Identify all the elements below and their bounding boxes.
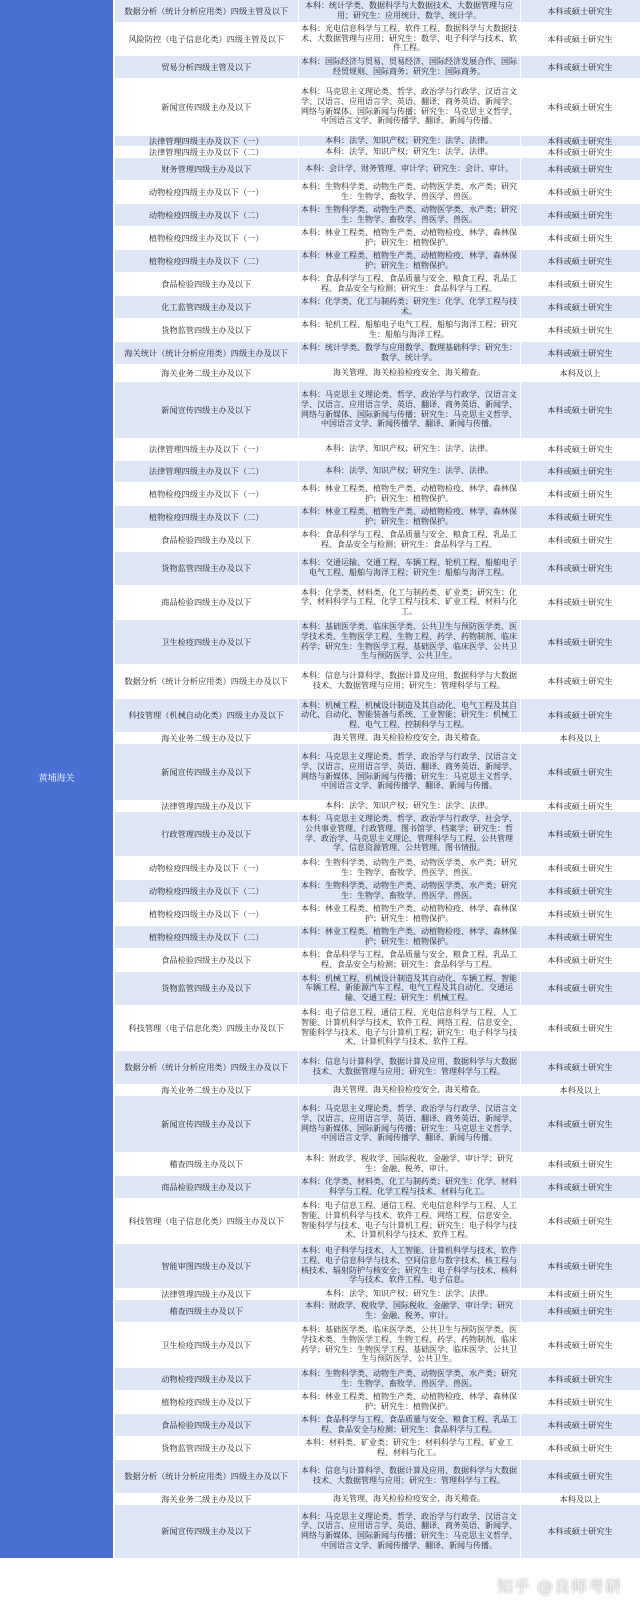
position-cell: 法律管理四级主办及以下（一） xyxy=(114,438,298,460)
position-cell: 植物检疫四级主办及以下（二） xyxy=(114,249,298,272)
major-cell: 本科：林业工程类、植物生产类、动植物检疫、林学、森林保护；研究生：植物保护。 xyxy=(298,226,520,249)
watermark: 知乎 @良师考研 xyxy=(496,1577,622,1596)
major-cell: 本科：法学、知识产权；研究生：法学、法律。 xyxy=(298,1288,520,1299)
position-cell: 法律管理四级主办及以下（二） xyxy=(114,146,298,157)
position-cell: 植物检疫四级主办及以下（一） xyxy=(114,226,298,249)
major-cell: 本科：生物科学类、动物生产类、动物医学类、水产类；研究生：生物学、畜牧学、兽医学、兽医。 xyxy=(298,203,520,226)
education-cell: 本科及以上 xyxy=(520,1084,640,1095)
major-cell: 本科：财政学、税收学、国际税收、金融学、审计学；研究生：金融、税务、审计。 xyxy=(298,1299,520,1322)
education-cell: 本科或硕士研究生 xyxy=(520,619,640,664)
table-row xyxy=(0,0,640,22)
position-cell: 稽查四级主办及以下 xyxy=(114,1152,298,1175)
education-cell: 本科或硕士研究生 xyxy=(520,180,640,203)
major-cell: 本科：统计学类、数学与应用数学、数理基础科学；研究生：数学、统计学。 xyxy=(298,341,520,364)
education-cell: 本科或硕士研究生 xyxy=(520,1050,640,1084)
major-cell: 海关管理、海关检验检疫安全、海关稽查。 xyxy=(298,1084,520,1095)
education-cell: 本科或硕士研究生 xyxy=(520,800,640,811)
position-cell: 动物检疫四级主办及以下 xyxy=(114,1367,298,1390)
major-cell: 本科：食品科学与工程、食品质量与安全、粮食工程、乳品工程、食品安全与检测；研究生：食品科学与工程。 xyxy=(298,1413,520,1436)
education-cell: 本科或硕士研究生 xyxy=(520,295,640,318)
position-cell: 动物检疫四级主办及以下（二） xyxy=(114,203,298,226)
position-cell: 智能审图四级主办及以下 xyxy=(114,1243,298,1288)
position-cell: 财务管理四级主办及以下 xyxy=(114,157,298,180)
major-cell: 本科：法学、知识产权；研究生：法学、法律。 xyxy=(298,800,520,811)
education-cell: 本科或硕士研究生 xyxy=(520,1367,640,1390)
education-cell: 本科或硕士研究生 xyxy=(520,1504,640,1558)
position-cell: 货物监管四级主办及以下 xyxy=(114,1436,298,1459)
education-cell: 本科或硕士研究生 xyxy=(520,664,640,698)
position-cell: 数据分析（统计分析应用类）四级主办及以下 xyxy=(114,1050,298,1084)
position-cell: 数据分析（统计分析应用类）四级主办及以下 xyxy=(114,1459,298,1493)
education-cell: 本科或硕士研究生 xyxy=(520,272,640,295)
major-cell: 本科：林业工程类、植物生产类、动植物检疫、林学、森林保护；研究生：植物保护。 xyxy=(298,249,520,272)
education-cell: 本科或硕士研究生 xyxy=(520,0,640,22)
position-cell: 食品检验四级主办及以下 xyxy=(114,948,298,971)
major-cell: 本科：生物科学类、动物生产类、动物医学类、水产类；研究生：生物学、畜牧学、兽医学、兽医。 xyxy=(298,879,520,902)
education-cell: 本科或硕士研究生 xyxy=(520,585,640,619)
education-cell: 本科或硕士研究生 xyxy=(520,551,640,585)
position-cell: 法律管理四级主办及以下 xyxy=(114,1288,298,1299)
position-cell: 法律管理四级主办及以下 xyxy=(114,800,298,811)
major-cell: 本科：马克思主义理论类、哲学、政治学与行政学、社会学、公共事业管理、行政管理、图书馆学、档案学；研究生：哲学、政治学、马克思主义理论、管理科学与工程、公共管理学、信息资源管理、公共管理、图书情报。 xyxy=(298,811,520,856)
major-cell: 海关管理、海关检验检疫安全、海关稽查。 xyxy=(298,732,520,743)
position-cell: 植物检疫四级主办及以下（一） xyxy=(114,482,298,505)
position-cell: 新闻宣传四级主办及以下 xyxy=(114,743,298,800)
position-cell: 动物检疫四级主办及以下（一） xyxy=(114,856,298,879)
major-cell: 本科：林业工程类、植物生产类、动植物检疫、林学、森林保护；研究生：植物保护。 xyxy=(298,505,520,528)
education-cell: 本科或硕士研究生 xyxy=(520,1436,640,1459)
major-cell: 本科：化学类、材料类、化工与制药类、矿业类；研究生：化学、材料科学与工程、化学工程与技术、矿业工程、材料与化工。 xyxy=(298,585,520,619)
major-cell: 本科：生物科学类、动物生产类、动物医学类、水产类；研究生：生物学、畜牧学、兽医学、兽医。 xyxy=(298,856,520,879)
position-cell: 行政管理四级主办及以下 xyxy=(114,811,298,856)
major-cell: 本科：法学、知识产权；研究生：法学、法律。 xyxy=(298,460,520,482)
education-cell: 本科或硕士研究生 xyxy=(520,146,640,157)
education-cell: 本科或硕士研究生 xyxy=(520,249,640,272)
education-cell: 本科或硕士研究生 xyxy=(520,948,640,971)
position-cell: 新闻宣传四级主办及以下 xyxy=(114,1095,298,1152)
education-cell: 本科或硕士研究生 xyxy=(520,971,640,1005)
education-cell: 本科或硕士研究生 xyxy=(520,78,640,135)
education-cell: 本科或硕士研究生 xyxy=(520,1095,640,1152)
education-cell: 本科或硕士研究生 xyxy=(520,438,640,460)
education-cell: 本科或硕士研究生 xyxy=(520,902,640,925)
education-cell: 本科或硕士研究生 xyxy=(520,482,640,505)
major-cell: 本科：法学、知识产权；研究生：法学、法律。 xyxy=(298,146,520,157)
position-cell: 货物监管四级主办及以下 xyxy=(114,318,298,341)
major-cell: 本科：林业工程类、植物生产类、动植物检疫、林学、森林保护；研究生：植物保护。 xyxy=(298,925,520,948)
education-cell: 本科或硕士研究生 xyxy=(520,879,640,902)
major-cell: 本科：基础医学类、临床医学类、公共卫生与预防医学类、医学技术类、生物医学工程、生物工程、药学、药物制剂、临床药学；研究生：生物医学工程、基础医学、临床医学、公共卫生与预防医学、公共卫生。 xyxy=(298,619,520,664)
education-cell: 本科或硕士研究生 xyxy=(520,1288,640,1299)
major-cell: 海关管理、海关检验检疫安全、海关稽查。 xyxy=(298,1493,520,1504)
education-cell: 本科或硕士研究生 xyxy=(520,203,640,226)
major-cell: 本科：交通运输、交通工程、车辆工程、轮机工程、船舶电子电气工程、船舶与海洋工程；研究生：船舶与海洋工程。 xyxy=(298,551,520,585)
major-cell: 海关管理、海关检验检疫安全、海关稽查。 xyxy=(298,364,520,381)
position-cell: 货物监管四级主办及以下 xyxy=(114,551,298,585)
major-cell: 本科：光电信息科学与工程、软件工程、数据科学与大数据技术、大数据管理与应用；研究生：数学、电子科学与技术、软件工程。 xyxy=(298,22,520,55)
position-cell: 动物检疫四级主办及以下（二） xyxy=(114,879,298,902)
major-cell: 本科：电子信息工程、通信工程、光电信息科学与工程、人工智能、计算机科学与技术、软件工程、网络工程、信息安全、智能科学与技术、电子与计算机工程；研究生：电子科学与技术、计算机科学与技术、软件工程。 xyxy=(298,1198,520,1243)
major-cell: 本科：会计学、财务管理、审计学；研究生：会计、审计。 xyxy=(298,157,520,180)
position-cell: 商品检验四级主办及以下 xyxy=(114,585,298,619)
education-cell: 本科或硕士研究生 xyxy=(520,318,640,341)
position-cell: 植物检疫四级主办及以下（二） xyxy=(114,505,298,528)
major-cell: 本科：食品科学与工程、食品质量与安全、粮食工程、乳品工程、食品安全与检测；研究生：食品科学与工程。 xyxy=(298,528,520,551)
major-cell: 本科：材料类、矿业类；研究生：材料科学与工程、矿业工程、材料与化工。 xyxy=(298,1436,520,1459)
major-cell: 本科：马克思主义理论类、哲学、政治学与行政学、汉语言文学、汉语言、应用语言学、英语、翻译、商务英语、新闻学、网络与新媒体、国际新闻与传播；研究生：马克思主义哲学、中国语言文学、新闻传播学、翻译、新闻与传播。 xyxy=(298,381,520,438)
position-cell: 法律管理四级主办及以下（二） xyxy=(114,460,298,482)
education-cell: 本科或硕士研究生 xyxy=(520,1175,640,1198)
major-cell: 本科：轮机工程、船舶电子电气工程、船舶与海洋工程；研究生：船舶与海洋工程。 xyxy=(298,318,520,341)
education-cell: 本科或硕士研究生 xyxy=(520,1243,640,1288)
education-cell: 本科或硕士研究生 xyxy=(520,157,640,180)
major-cell: 本科：食品科学与工程、食品质量与安全、粮食工程、乳品工程、食品安全与检测；研究生：食品科学与工程。 xyxy=(298,272,520,295)
position-cell: 海关业务二级主办及以下 xyxy=(114,1084,298,1095)
education-cell: 本科或硕士研究生 xyxy=(520,1299,640,1322)
education-cell: 本科或硕士研究生 xyxy=(520,55,640,78)
position-cell: 科技管理（机械自动化类）四级主办及以下 xyxy=(114,698,298,732)
position-cell: 化工监管四级主办及以下 xyxy=(114,295,298,318)
major-cell: 本科：信息与计算科学、数据计算及应用、数据科学与大数据技术、大数据管理与应用；研究生：管理科学与工程。 xyxy=(298,1459,520,1493)
major-cell: 本科：财政学、税收学、国际税收、金融学、审计学；研究生：金融、税务、审计。 xyxy=(298,1152,520,1175)
position-cell: 数据分析（统计分析应用类）四级主办及以下 xyxy=(114,664,298,698)
position-cell: 科技管理（电子信息化类）四级主办及以下 xyxy=(114,1005,298,1050)
position-cell: 风险防控（电子信息化类）四级主管及以下 xyxy=(114,22,298,55)
position-cell: 植物检疫四级主办及以下 xyxy=(114,1390,298,1413)
education-cell: 本科或硕士研究生 xyxy=(520,22,640,55)
education-cell: 本科或硕士研究生 xyxy=(520,743,640,800)
major-cell: 本科：统计学类、数据科学与大数据技术、大数据管理与应用；研究生：应用统计、数学、统计学。 xyxy=(298,0,520,22)
major-cell: 本科：化学类、材料类、化工与制药类；研究生：化学、材料科学与工程、化学工程与技术、材料与化工。 xyxy=(298,1175,520,1198)
education-cell: 本科或硕士研究生 xyxy=(520,381,640,438)
position-cell: 动物检疫四级主办及以下（一） xyxy=(114,180,298,203)
position-cell: 植物检疫四级主办及以下（二） xyxy=(114,925,298,948)
position-cell: 食品检验四级主办及以下 xyxy=(114,272,298,295)
position-cell: 海关业务二级主办及以下 xyxy=(114,364,298,381)
education-cell: 本科或硕士研究生 xyxy=(520,1413,640,1436)
position-cell: 卫生检疫四级主办及以下 xyxy=(114,1322,298,1367)
major-cell: 本科：马克思主义理论类、哲学、政治学与行政学、汉语言文学、汉语言、应用语言学、英语、翻译、商务英语、新闻学、网络与新媒体、国际新闻与传播；研究生：马克思主义哲学、中国语言文学、新闻传播学、翻译、新闻与传播。 xyxy=(298,1504,520,1558)
education-cell: 本科或硕士研究生 xyxy=(520,341,640,364)
major-cell: 本科：马克思主义理论类、哲学、政治学与行政学、汉语言文学、汉语言、应用语言学、英语、翻译、商务英语、新闻学、网络与新媒体、国际新闻与传播；研究生：马克思主义哲学、中国语言文学、新闻传播学、翻译、新闻与传播。 xyxy=(298,78,520,135)
education-cell: 本科及以上 xyxy=(520,732,640,743)
major-cell: 本科：电子信息工程、通信工程、光电信息科学与工程、人工智能、计算机科学与技术、软件工程、网络工程、信息安全、智能科学与技术、电子与计算机工程；研究生：电子科学与技术、计算机科学与技术、软件工程。 xyxy=(298,1005,520,1050)
position-cell: 植物检疫四级主办及以下（一） xyxy=(114,902,298,925)
major-cell: 本科：机械工程、机械设计制造及其自动化、电气工程及其自动化、自动化、智能装备与系统、工业智能；研究生：机械工程、电气工程、控制科学与工程。 xyxy=(298,698,520,732)
major-cell: 本科：基础医学类、临床医学类、公共卫生与预防医学类、医学技术类、生物医学工程、生物工程、药学、药物制剂、临床药学；研究生：生物医学工程、基础医学、临床医学、公共卫生与预防医学、公共卫生。 xyxy=(298,1322,520,1367)
org-cell: 黄埔海关 xyxy=(0,0,114,1558)
position-cell: 新闻宣传四级主办及以下 xyxy=(114,381,298,438)
major-cell: 本科：马克思主义理论类、哲学、政治学与行政学、汉语言文学、汉语言、应用语言学、英语、翻译、商务英语、新闻学、网络与新媒体、国际新闻与传播；研究生：马克思主义哲学、中国语言文学、新闻传播学、翻译、新闻与传播。 xyxy=(298,1095,520,1152)
education-cell: 本科或硕士研究生 xyxy=(520,925,640,948)
position-cell: 新闻宣传四级主办及以下 xyxy=(114,78,298,135)
position-cell: 贸易分析四级主管及以下 xyxy=(114,55,298,78)
education-cell: 本科或硕士研究生 xyxy=(520,856,640,879)
position-cell: 食品检验四级主办及以下 xyxy=(114,1413,298,1436)
major-cell: 本科：法学、知识产权；研究生：法学、法律。 xyxy=(298,438,520,460)
education-cell: 本科或硕士研究生 xyxy=(520,1198,640,1243)
position-cell: 稽查四级主办及以下 xyxy=(114,1299,298,1322)
major-cell: 本科：林业工程类、植物生产类、动植物检疫、林学、森林保护；研究生：植物保护。 xyxy=(298,1390,520,1413)
position-cell: 海关业务二级主办及以下 xyxy=(114,732,298,743)
education-cell: 本科或硕士研究生 xyxy=(520,528,640,551)
education-cell: 本科或硕士研究生 xyxy=(520,1390,640,1413)
position-cell: 商品检验四级主办及以下 xyxy=(114,1175,298,1198)
position-cell: 海关统计（统计分析应用类）四级主办及以下 xyxy=(114,341,298,364)
major-cell: 本科：化学类、化工与制药类；研究生：化学、化学工程与技术。 xyxy=(298,295,520,318)
position-cell: 食品检验四级主办及以下 xyxy=(114,528,298,551)
education-cell: 本科或硕士研究生 xyxy=(520,1152,640,1175)
major-cell: 本科：生物科学类、动物生产类、动物医学类、水产类；研究生：生物学、畜牧学、兽医学、兽医。 xyxy=(298,1367,520,1390)
education-cell: 本科或硕士研究生 xyxy=(520,226,640,249)
position-cell: 货物监管四级主办及以下 xyxy=(114,971,298,1005)
major-cell: 本科：马克思主义理论类、哲学、政治学与行政学、汉语言文学、汉语言、应用语言学、英语、翻译、商务英语、新闻学、网络与新媒体、国际新闻与传播；研究生：马克思主义哲学、中国语言文学、新闻传播学、翻译、新闻与传播。 xyxy=(298,743,520,800)
education-cell: 本科及以上 xyxy=(520,1493,640,1504)
major-cell: 本科：生物科学类、动物生产类、动物医学类、水产类；研究生：生物学、畜牧学、兽医学、兽医。 xyxy=(298,180,520,203)
major-cell: 本科：机械工程、机械设计制造及其自动化、车辆工程、智能车辆工程、新能源汽车工程、电气工程及其自动化、交通运输、交通工程；研究生：机械工程。 xyxy=(298,971,520,1005)
major-cell: 本科：法学、知识产权；研究生：法学、法律。 xyxy=(298,135,520,146)
education-cell: 本科或硕士研究生 xyxy=(520,505,640,528)
major-cell: 本科：电子科学与技术、人工智能、计算机科学与技术、软件工程、电子信息科学与技术、空间信息与数字技术、核工程与核技术、辐射防护与核安全；研究生：电子科学与技术、核科学与技术、软件工程、电子信息。 xyxy=(298,1243,520,1288)
education-cell: 本科或硕士研究生 xyxy=(520,460,640,482)
education-cell: 本科或硕士研究生 xyxy=(520,135,640,146)
major-cell: 本科：信息与计算科学、数据计算及应用、数据科学与大数据技术、大数据管理与应用；研究生：管理科学与工程。 xyxy=(298,1050,520,1084)
position-cell: 新闻宣传四级主办及以下 xyxy=(114,1504,298,1558)
education-cell: 本科或硕士研究生 xyxy=(520,1322,640,1367)
major-cell: 本科：信息与计算科学、数据计算及应用、数据科学与大数据技术、大数据管理与应用；研究生：管理科学与工程。 xyxy=(298,664,520,698)
position-cell: 法律管理四级主办及以下（一） xyxy=(114,135,298,146)
position-cell: 数据分析（统计分析应用类）四级主管及以下 xyxy=(114,0,298,22)
education-cell: 本科或硕士研究生 xyxy=(520,698,640,732)
education-cell: 本科或硕士研究生 xyxy=(520,1005,640,1050)
major-cell: 本科：国际经济与贸易、贸易经济、国际经济发展合作、国际经贸规则、国际商务；研究生：国际商务。 xyxy=(298,55,520,78)
position-cell: 卫生检疫四级主办及以下 xyxy=(114,619,298,664)
position-cell: 海关业务二级主办及以下 xyxy=(114,1493,298,1504)
major-cell: 本科：林业工程类、植物生产类、动植物检疫、林学、森林保护；研究生：植物保护。 xyxy=(298,482,520,505)
major-cell: 本科：食品科学与工程、食品质量与安全、粮食工程、乳品工程、食品安全与检测；研究生：食品科学与工程。 xyxy=(298,948,520,971)
education-cell: 本科或硕士研究生 xyxy=(520,811,640,856)
education-cell: 本科或硕士研究生 xyxy=(520,1459,640,1493)
major-cell: 本科：林业工程类、植物生产类、动植物检疫、林学、森林保护；研究生：植物保护。 xyxy=(298,902,520,925)
position-cell: 科技管理（电子信息化类）四级主办及以下 xyxy=(114,1198,298,1243)
education-cell: 本科及以上 xyxy=(520,364,640,381)
